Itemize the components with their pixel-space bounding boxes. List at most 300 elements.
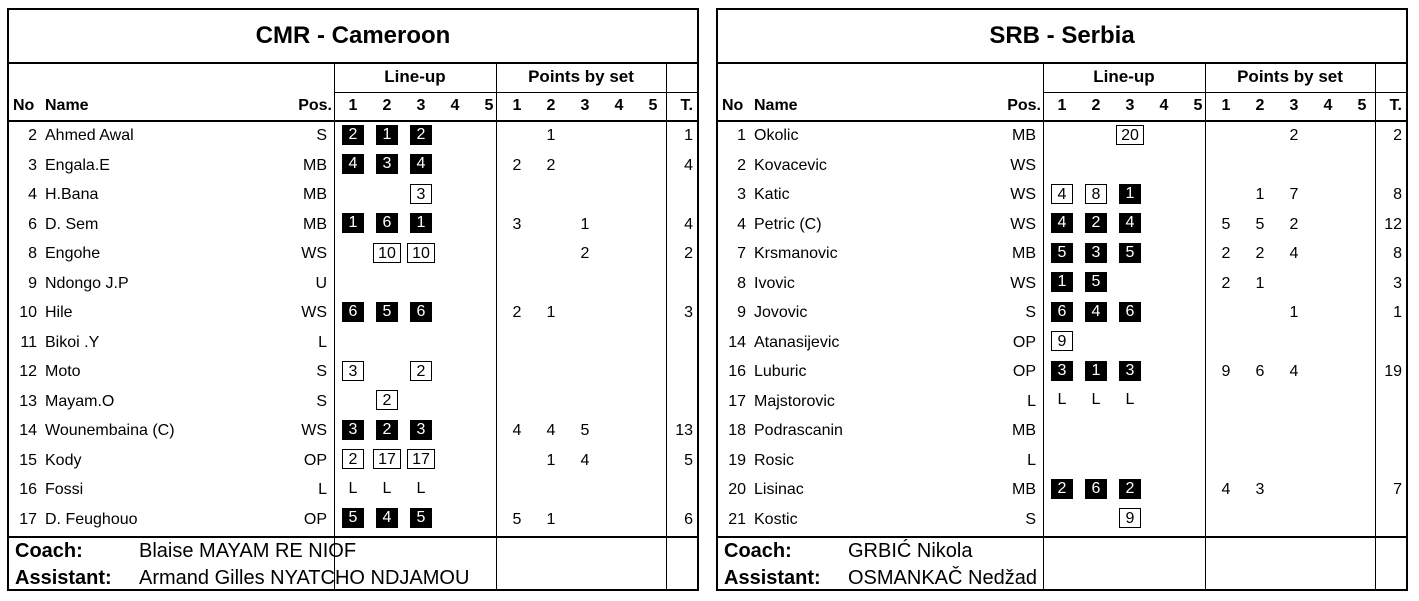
lineup-position-box: 3: [376, 154, 398, 174]
player-row: [9, 416, 697, 446]
points-set-2: 2: [546, 156, 556, 174]
points-set-2: [536, 357, 566, 387]
player-number: 6: [28, 215, 37, 233]
points-set-2: 1: [546, 451, 556, 469]
points-by-set-header: Points by set: [1237, 67, 1343, 86]
player-row: [9, 328, 697, 358]
lineup-set-5: [1183, 446, 1213, 476]
player-position: OP: [1012, 333, 1036, 351]
lineup-position-box: L: [1125, 391, 1135, 409]
points-set-1: 2: [512, 156, 522, 174]
team-panel-cmr: [7, 8, 699, 591]
player-number: 4: [737, 215, 746, 233]
points-set-1: 2: [1221, 245, 1231, 262]
points-set-2: 1: [1255, 274, 1265, 292]
points-set-4: [604, 387, 634, 417]
points-set-3: [1279, 151, 1309, 181]
assistant-label: Assistant:: [724, 567, 821, 589]
lineup-set-3: [406, 387, 436, 417]
points-set-2: 1: [546, 127, 556, 144]
points-set-1: [1211, 180, 1241, 210]
points-set-3: 7: [1289, 186, 1299, 203]
lineup-position-box: 6: [1051, 302, 1073, 322]
player-name: Katic: [754, 186, 790, 203]
total-column-header: T.: [1389, 97, 1402, 114]
points-set-2: [536, 328, 566, 358]
player-name: Lisinac: [754, 481, 804, 498]
player-row: [718, 446, 1406, 476]
player-name: Engala.E: [45, 156, 110, 174]
points-set-3: [570, 121, 600, 151]
points-set-4: [1313, 328, 1343, 358]
lineup-position-box: L: [382, 479, 392, 497]
lineup-position-box: 1: [410, 213, 432, 233]
points-set-header: 2: [546, 97, 556, 114]
lineup-set-1: [338, 210, 368, 240]
lineup-set-1: [1047, 210, 1077, 240]
lineup-position-box: 3: [342, 420, 364, 440]
points-set-3: [570, 180, 600, 210]
points-set-header: 4: [1323, 97, 1333, 114]
lineup-position-box: 6: [1119, 302, 1141, 322]
player-total: 8: [1393, 186, 1402, 203]
lineup-set-3: [406, 180, 436, 210]
player-position: MB: [303, 156, 327, 174]
lineup-set-3: [1115, 357, 1145, 387]
lineup-position-box: 1: [1051, 272, 1073, 292]
points-set-4: [1313, 357, 1343, 387]
player-row: [718, 210, 1406, 240]
points-set-3: [1279, 446, 1309, 476]
lineup-set-2: [372, 239, 402, 269]
points-set-4: [604, 239, 634, 269]
points-set-1: [1211, 121, 1241, 151]
lineup-set-3: [406, 239, 436, 269]
lineup-set-2: [372, 269, 402, 299]
player-total: 2: [684, 245, 693, 262]
lineup-set-4: [1149, 151, 1179, 181]
player-row: [718, 387, 1406, 417]
lineup-set-4: [1149, 210, 1179, 240]
lineup-set-5: [474, 387, 504, 417]
points-set-1: [502, 269, 532, 299]
lineup-set-1: [338, 416, 368, 446]
points-set-4: [1313, 416, 1343, 446]
points-set-header: 2: [1255, 97, 1265, 114]
lineup-position-box: 4: [1119, 213, 1141, 233]
lineup-set-4: [1149, 446, 1179, 476]
lineup-set-2: [372, 446, 402, 476]
lineup-set-2: [372, 180, 402, 210]
lineup-set-5: [474, 121, 504, 151]
lineup-set-5: [474, 357, 504, 387]
player-name: Ndongo J.P: [45, 274, 129, 292]
player-position: WS: [1010, 156, 1036, 174]
player-name: D. Sem: [45, 215, 99, 233]
player-total: 2: [1393, 127, 1402, 144]
player-row: [9, 475, 697, 505]
lineup-set-4: [440, 180, 470, 210]
player-row: [9, 357, 697, 387]
player-number: 14: [19, 422, 37, 439]
lineup-set-3: [1115, 475, 1145, 505]
points-set-1: 5: [1221, 215, 1231, 233]
lineup-set-4: [1149, 328, 1179, 358]
player-position: U: [315, 274, 327, 292]
player-name: Rosic: [754, 451, 795, 469]
points-set-2: [536, 239, 566, 269]
lineup-position-box: 1: [1119, 184, 1141, 204]
lineup-position-box: 4: [1051, 184, 1073, 204]
coach-label: Coach:: [15, 540, 83, 562]
points-set-4: [1313, 475, 1343, 505]
player-number: 9: [28, 274, 37, 292]
lineup-set-1: [1047, 446, 1077, 476]
lineup-position-box: 8: [1085, 184, 1107, 204]
points-set-header: 4: [614, 97, 624, 114]
points-set-3: 2: [580, 245, 590, 262]
player-number: 18: [728, 422, 746, 439]
lineup-set-1: [1047, 239, 1077, 269]
points-set-1: [502, 387, 532, 417]
points-set-1: 4: [512, 422, 522, 439]
player-name: Moto: [45, 363, 81, 380]
lineup-set-5: [1183, 151, 1213, 181]
lineup-set-2: [372, 298, 402, 328]
points-set-3: [570, 357, 600, 387]
player-total: 1: [1393, 304, 1402, 321]
lineup-position-box: 3: [410, 184, 432, 204]
player-number: 2: [28, 127, 37, 144]
player-name: Hile: [45, 304, 73, 321]
lineup-set-1: [338, 446, 368, 476]
lineup-set-2: [1081, 328, 1111, 358]
lineup-position-box: L: [1057, 391, 1067, 409]
lineup-set-2: [1081, 387, 1111, 417]
lineup-set-3: [406, 121, 436, 151]
lineup-position-box: 6: [342, 302, 364, 322]
lineup-position-box: 1: [376, 125, 398, 145]
player-number: 8: [28, 245, 37, 262]
player-position: MB: [1012, 245, 1036, 262]
player-row: [718, 239, 1406, 269]
lineup-set-header: 5: [484, 97, 494, 114]
lineup-set-4: [440, 387, 470, 417]
player-number: 9: [737, 304, 746, 321]
player-total: 6: [684, 510, 693, 528]
player-position: L: [318, 481, 327, 498]
lineup-set-4: [440, 416, 470, 446]
points-set-3: 4: [580, 451, 590, 469]
assistant-line: [15, 564, 469, 592]
player-total: 7: [1393, 481, 1402, 498]
points-set-3: 2: [1289, 127, 1299, 144]
points-set-1: [1211, 416, 1241, 446]
points-set-2: [1245, 298, 1275, 328]
lineup-set-3: [406, 446, 436, 476]
points-set-2: 4: [546, 422, 556, 439]
points-set-2: [1245, 505, 1275, 535]
points-set-1: [502, 446, 532, 476]
lineup-position-box: 10: [373, 243, 401, 263]
player-name: Ahmed Awal: [45, 127, 134, 144]
lineup-set-3: [406, 475, 436, 505]
lineup-set-3: [1115, 121, 1145, 151]
lineup-set-3: [406, 505, 436, 535]
lineup-position-box: 2: [1051, 479, 1073, 499]
points-set-3: 1: [1289, 304, 1299, 321]
points-set-3: [1279, 387, 1309, 417]
points-set-1: [502, 328, 532, 358]
lineup-position-box: 4: [1085, 302, 1107, 322]
player-row: [9, 298, 697, 328]
points-set-2: [536, 475, 566, 505]
player-total: 3: [684, 304, 693, 321]
lineup-set-3: [406, 416, 436, 446]
points-set-4: [1313, 210, 1343, 240]
lineup-set-3: [406, 328, 436, 358]
lineup-set-2: [1081, 505, 1111, 535]
points-set-1: [1211, 328, 1241, 358]
player-name: Ivovic: [754, 274, 795, 292]
points-set-2: [1245, 151, 1275, 181]
lineup-set-4: [440, 151, 470, 181]
player-total: [1368, 151, 1402, 181]
lineup-set-3: [1115, 387, 1145, 417]
player-total: 4: [684, 156, 693, 174]
lineup-position-box: 4: [342, 154, 364, 174]
lineup-set-header: 4: [1159, 97, 1169, 114]
player-total: [1368, 446, 1402, 476]
lineup-set-3: [1115, 151, 1145, 181]
player-row: [718, 151, 1406, 181]
lineup-set-1: [1047, 180, 1077, 210]
player-total: [1368, 416, 1402, 446]
lineup-set-5: [1183, 505, 1213, 535]
team-title: SRB - Serbia: [718, 10, 1406, 64]
lineup-set-2: [1081, 210, 1111, 240]
player-name: Okolic: [754, 127, 799, 144]
points-set-2: [536, 180, 566, 210]
points-set-4: [604, 328, 634, 358]
points-set-2: 3: [1255, 481, 1265, 498]
player-number: 3: [737, 186, 746, 203]
player-name: Mayam.O: [45, 392, 115, 410]
lineup-set-4: [440, 298, 470, 328]
player-number: 3: [28, 156, 37, 174]
lineup-position-box: 6: [1085, 479, 1107, 499]
player-row: [718, 328, 1406, 358]
lineup-set-4: [440, 269, 470, 299]
player-number: 13: [19, 392, 37, 410]
player-row: [9, 210, 697, 240]
points-set-2: [1245, 416, 1275, 446]
player-name: Jovovic: [754, 304, 808, 321]
lineup-position-box: 6: [410, 302, 432, 322]
player-number: 2: [737, 156, 746, 174]
player-name: Fossi: [45, 481, 84, 498]
lineup-set-5: [474, 239, 504, 269]
assistant-line: [724, 564, 1037, 592]
lineup-set-4: [1149, 269, 1179, 299]
lineup-set-1: [1047, 269, 1077, 299]
player-name: Atanasijevic: [754, 333, 840, 351]
lineup-set-2: [372, 505, 402, 535]
lineup-set-5: [1183, 210, 1213, 240]
points-set-header: 5: [1357, 97, 1367, 114]
player-number: 7: [737, 245, 746, 262]
lineup-set-3: [1115, 239, 1145, 269]
points-set-1: [502, 180, 532, 210]
lineup-set-4: [1149, 121, 1179, 151]
lineup-position-box: 6: [376, 213, 398, 233]
points-set-2: [1245, 328, 1275, 358]
lineup-position-box: 10: [407, 243, 435, 263]
no-column-header: No: [722, 97, 744, 114]
lineup-set-5: [474, 328, 504, 358]
player-row: [9, 505, 697, 535]
lineup-position-box: 5: [1119, 243, 1141, 263]
lineup-set-3: [1115, 180, 1145, 210]
lineup-position-box: 2: [376, 390, 398, 410]
lineup-set-2: [1081, 239, 1111, 269]
lineup-position-box: 2: [1119, 479, 1141, 499]
points-set-3: [570, 269, 600, 299]
points-set-2: 6: [1255, 363, 1265, 380]
position-column-header: Pos.: [1007, 97, 1041, 114]
player-name: Petric (C): [754, 215, 822, 233]
points-set-1: [502, 357, 532, 387]
points-set-4: [1313, 121, 1343, 151]
points-set-2: [1245, 387, 1275, 417]
player-number: 12: [19, 363, 37, 380]
player-row: [718, 269, 1406, 299]
lineup-set-4: [1149, 505, 1179, 535]
lineup-set-3: [1115, 505, 1145, 535]
lineup-set-2: [372, 387, 402, 417]
lineup-position-box: L: [416, 479, 426, 497]
player-position: WS: [301, 304, 327, 321]
lineup-set-5: [474, 151, 504, 181]
lineup-set-3: [1115, 269, 1145, 299]
player-name: H.Bana: [45, 186, 99, 203]
team-title: CMR - Cameroon: [9, 10, 697, 64]
coach-line: [724, 537, 972, 565]
coach-name: Blaise MAYAM RE NIOF: [139, 540, 357, 562]
lineup-position-box: 3: [1051, 361, 1073, 381]
coach-line: [15, 537, 356, 565]
player-position: MB: [1012, 481, 1036, 498]
points-set-4: [1313, 298, 1343, 328]
lineup-position-box: L: [1091, 391, 1101, 409]
player-total: [659, 269, 693, 299]
assistant-label: Assistant:: [15, 567, 112, 589]
player-position: S: [1025, 304, 1036, 321]
points-set-4: [604, 446, 634, 476]
player-number: 20: [728, 481, 746, 498]
points-set-3: 2: [1289, 215, 1299, 233]
lineup-set-3: [1115, 416, 1145, 446]
lineup-set-2: [1081, 416, 1111, 446]
points-set-header: 3: [1289, 97, 1299, 114]
player-number: 14: [728, 333, 746, 351]
player-total: 3: [1393, 274, 1402, 292]
lineup-set-5: [474, 446, 504, 476]
points-set-3: [570, 505, 600, 535]
lineup-header: Line-up: [1093, 67, 1155, 86]
lineup-set-3: [1115, 328, 1145, 358]
player-number: 19: [728, 451, 746, 469]
lineup-set-1: [1047, 121, 1077, 151]
lineup-set-header: 1: [348, 97, 358, 114]
team-panel-srb: [716, 8, 1408, 591]
player-position: L: [1027, 451, 1036, 469]
lineup-position-box: 9: [1051, 331, 1073, 351]
player-total: [659, 180, 693, 210]
points-set-header: 1: [512, 97, 522, 114]
name-column-header: Name: [45, 97, 89, 114]
player-position: MB: [1012, 127, 1036, 144]
lineup-set-5: [1183, 416, 1213, 446]
player-position: OP: [303, 510, 327, 528]
lineup-position-box: 3: [1119, 361, 1141, 381]
points-set-3: [570, 298, 600, 328]
points-set-4: [1313, 151, 1343, 181]
points-set-1: 2: [512, 304, 522, 321]
lineup-set-5: [1183, 180, 1213, 210]
points-set-header: 3: [580, 97, 590, 114]
points-set-3: [1279, 269, 1309, 299]
player-total: [1368, 328, 1402, 358]
lineup-set-1: [338, 328, 368, 358]
points-set-3: [570, 151, 600, 181]
lineup-set-1: [338, 180, 368, 210]
lineup-set-1: [338, 505, 368, 535]
lineup-set-1: [1047, 505, 1077, 535]
player-position: OP: [1012, 363, 1036, 380]
player-number: 10: [19, 304, 37, 321]
lineup-set-1: [1047, 328, 1077, 358]
points-set-1: 2: [1221, 274, 1231, 292]
lineup-set-1: [1047, 387, 1077, 417]
points-set-1: [1211, 298, 1241, 328]
player-total: 1: [684, 127, 693, 144]
points-set-3: [570, 475, 600, 505]
lineup-set-2: [372, 328, 402, 358]
points-set-4: [604, 357, 634, 387]
lineup-set-4: [440, 446, 470, 476]
points-set-header: 1: [1221, 97, 1231, 114]
points-set-2: 1: [546, 510, 556, 528]
player-total: 4: [684, 215, 693, 233]
lineup-position-box: 3: [1085, 243, 1107, 263]
player-number: 11: [20, 333, 37, 351]
points-set-4: [604, 180, 634, 210]
points-set-1: [502, 239, 532, 269]
lineup-set-5: [1183, 298, 1213, 328]
lineup-set-1: [1047, 357, 1077, 387]
lineup-set-header: 1: [1057, 97, 1067, 114]
total-column-header: T.: [680, 97, 693, 114]
lineup-set-3: [1115, 210, 1145, 240]
lineup-position-box: 4: [376, 508, 398, 528]
player-row: [718, 298, 1406, 328]
lineup-set-2: [1081, 446, 1111, 476]
player-row: [9, 121, 697, 151]
player-position: WS: [1010, 186, 1036, 203]
lineup-set-5: [1183, 121, 1213, 151]
points-set-3: 4: [1289, 245, 1299, 262]
